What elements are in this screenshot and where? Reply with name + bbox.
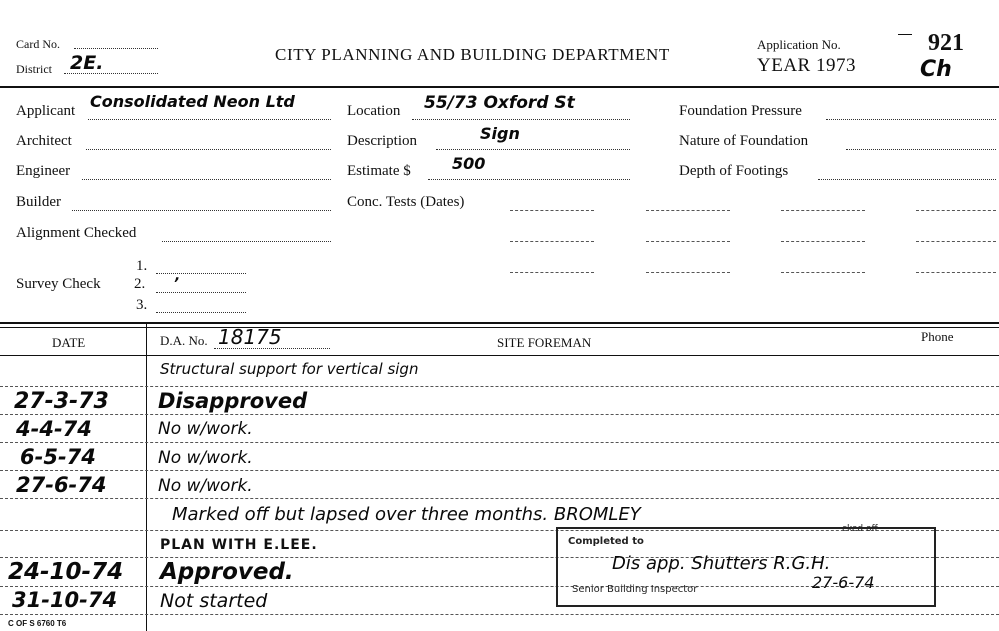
- log-entry-date: 24-10-74: [8, 559, 124, 585]
- site-foreman-header: SITE FOREMAN: [497, 335, 592, 350]
- log-rule: [0, 614, 999, 615]
- conc-slot: [781, 241, 865, 242]
- log-entry-date: 27-6-74: [16, 473, 107, 497]
- card-no-line: [74, 48, 158, 49]
- corner-tick: [898, 34, 912, 35]
- stamp-completed-label: Completed to: [568, 536, 644, 547]
- estimate-line: [428, 179, 630, 180]
- log-rule: [0, 498, 999, 499]
- conc-slot: [916, 241, 996, 242]
- conc-slot: [781, 272, 865, 273]
- survey-2-mark: ,: [175, 268, 181, 284]
- application-no-label: Application No.: [757, 37, 841, 52]
- engineer-label: Engineer: [16, 163, 71, 179]
- log-entry-text: Disapproved: [158, 389, 308, 413]
- conc-slot: [510, 272, 594, 273]
- estimate-label: Estimate $: [347, 163, 411, 179]
- log-entry-date: 6-5-74: [20, 445, 96, 469]
- form-code: C OF S 6760 T6: [8, 619, 67, 628]
- log-entry-text: No w/work.: [158, 448, 253, 468]
- conc-slot: [781, 210, 865, 211]
- alignment-line: [162, 241, 331, 242]
- phone-header: Phone: [921, 329, 954, 344]
- conc-slot: [646, 210, 730, 211]
- log-entry-text: No w/work.: [158, 419, 253, 439]
- survey-3-label: 3.: [136, 297, 148, 313]
- survey-3-line: [156, 312, 246, 313]
- department-title: CITY PLANNING AND BUILDING DEPARTMENT: [275, 45, 670, 64]
- architect-line: [86, 149, 331, 150]
- top-border: [0, 86, 999, 88]
- description-line: [436, 149, 630, 150]
- stamp-completed-value: Dis app. Shutters R.G.H.: [612, 553, 831, 574]
- log-entry-date: 4-4-74: [16, 417, 92, 441]
- log-entry-text: Marked off but lapsed over three months. BROMLEY: [172, 504, 641, 525]
- log-entry-text: Not started: [160, 590, 268, 612]
- date-column-divider: [146, 323, 147, 631]
- depth-footings-line: [818, 179, 996, 180]
- log-entry-text: No w/work.: [158, 476, 253, 496]
- log-rule: [0, 470, 999, 471]
- log-entry-date: 27-3-73: [14, 389, 109, 414]
- depth-footings-label: Depth of Footings: [679, 163, 789, 179]
- applicant-value: Consolidated Neon Ltd: [90, 92, 295, 111]
- location-line: [412, 119, 630, 120]
- conc-slot: [510, 210, 594, 211]
- log-rule: [0, 414, 999, 415]
- log-entry-text: Approved.: [160, 559, 294, 585]
- card-no-label: Card No.: [16, 37, 60, 51]
- log-entry-text: Structural support for vertical sign: [160, 360, 419, 378]
- survey-2-label: 2.: [134, 276, 146, 292]
- log-header-rule: [0, 355, 999, 356]
- architect-label: Architect: [16, 133, 72, 149]
- district-value: 2E.: [70, 52, 104, 74]
- description-label: Description: [347, 133, 417, 149]
- conc-tests-label: Conc. Tests (Dates): [347, 194, 465, 210]
- da-label: D.A. No.: [160, 333, 208, 348]
- conc-slot: [916, 210, 996, 211]
- conc-slot: [916, 272, 996, 273]
- log-rule: [0, 442, 999, 443]
- survey-2-line: [156, 292, 246, 293]
- date-header: DATE: [52, 335, 86, 350]
- log-rule: [0, 386, 999, 387]
- log-entry-text: PLAN WITH E.LEE.: [160, 537, 318, 553]
- foundation-pressure-line: [826, 119, 996, 120]
- year-label: YEAR 1973: [757, 55, 856, 76]
- application-no-value: 921: [928, 30, 964, 56]
- district-label: District: [16, 62, 52, 76]
- log-top-border: [0, 322, 999, 324]
- nature-foundation-line: [846, 149, 996, 150]
- builder-line: [72, 210, 331, 211]
- application-no-sub: Ch: [920, 57, 952, 82]
- conc-slot: [646, 241, 730, 242]
- builder-label: Builder: [16, 194, 61, 210]
- survey-1-line: [156, 273, 246, 274]
- nature-foundation-label: Nature of Foundation: [679, 133, 809, 149]
- survey-label: Survey Check: [16, 276, 101, 292]
- applicant-label: Applicant: [16, 103, 76, 119]
- da-value: 18175: [218, 325, 282, 349]
- log-entry-date: 31-10-74: [12, 588, 118, 612]
- estimate-value: 500: [452, 154, 486, 173]
- log-top-border-2: [0, 327, 999, 328]
- da-line: [214, 348, 330, 349]
- conc-slot: [510, 241, 594, 242]
- survey-1-label: 1.: [136, 258, 148, 274]
- applicant-line: [88, 119, 331, 120]
- stamp-corner-text: cked off: [842, 524, 878, 534]
- location-label: Location: [347, 103, 401, 119]
- stamp-date-value: 27-6-74: [812, 573, 875, 592]
- engineer-line: [82, 179, 331, 180]
- alignment-label: Alignment Checked: [16, 225, 137, 241]
- stamp-inspector-label: Senior Building Inspector: [572, 584, 698, 595]
- conc-slot: [646, 272, 730, 273]
- location-value: 55/73 Oxford St: [424, 93, 575, 113]
- foundation-pressure-label: Foundation Pressure: [679, 103, 802, 119]
- description-value: Sign: [480, 124, 520, 143]
